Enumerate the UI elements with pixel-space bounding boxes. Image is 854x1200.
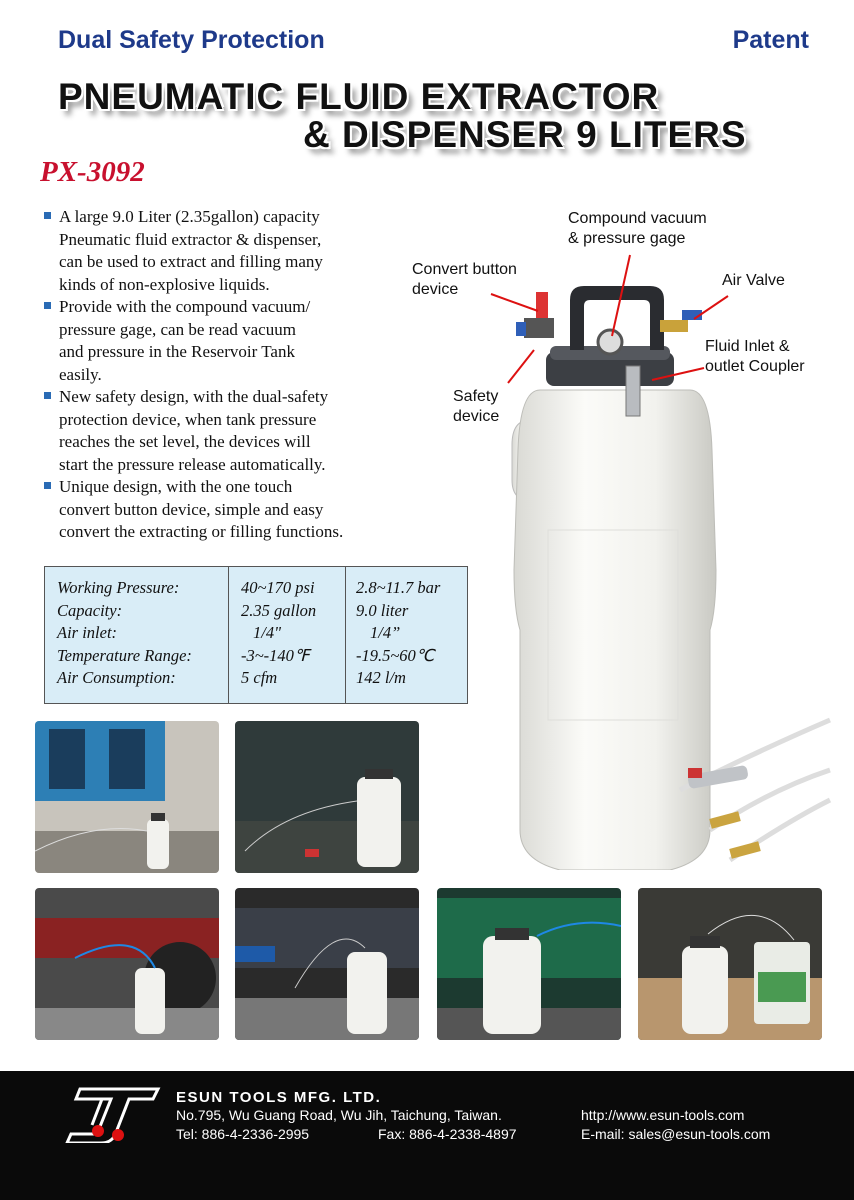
callout-gage: Compound vacuum & pressure gage — [568, 210, 707, 247]
company-website[interactable]: http://www.esun-tools.com — [581, 1107, 745, 1123]
company-email[interactable]: E-mail: sales@esun-tools.com — [581, 1126, 771, 1142]
usage-photo — [437, 888, 621, 1040]
header-dual-safety: Dual Safety Protection — [58, 26, 325, 54]
bullet-icon — [44, 212, 51, 219]
header-patent: Patent — [732, 26, 809, 54]
usage-photo — [35, 721, 219, 873]
company-name: ESUN TOOLS MFG. LTD. — [176, 1089, 382, 1106]
feature-item: New safety design, with the dual-safety protection device, when tank pressure reaches the set level, the devices will start the pressure release automatically. — [44, 386, 414, 476]
bullet-icon — [44, 302, 51, 309]
usage-photo — [235, 721, 419, 873]
company-address: No.795, Wu Guang Road, Wu Jih, Taichung, Taiwan. — [176, 1107, 502, 1123]
spec-divider — [345, 567, 346, 703]
company-tel: Tel: 886-4-2336-2995 — [176, 1126, 310, 1142]
spec-divider — [228, 567, 229, 703]
spec-imperial: 40~170 psi 2.35 gallon 1/4" -3~-140℉ 5 cfm — [241, 578, 317, 687]
company-fax: Fax: 886-4-2338-4897 — [378, 1126, 517, 1142]
callout-safety: Safety device — [453, 388, 500, 425]
feature-item: Unique design, with the one touch convert button device, simple and easy convert the extracting or filling functions. — [44, 476, 414, 544]
spec-table — [44, 566, 468, 704]
usage-photo — [235, 888, 419, 1040]
feature-item: Provide with the compound vacuum/ pressure gage, can be read vacuum and pressure in the Reservoir Tank easily. — [44, 296, 414, 386]
company-logo — [62, 1085, 162, 1143]
spec-metric: 2.8~11.7 bar 9.0 liter 1/4” -19.5~60℃ 142 l/m — [356, 578, 441, 687]
bullet-icon — [44, 392, 51, 399]
product-title-line2: & DISPENSER 9 LITERS — [303, 114, 747, 155]
callout-coupler: Fluid Inlet & outlet Coupler — [705, 338, 805, 375]
spec-labels: Working Pressure: Capacity: Air inlet: Temperature Range: Air Consumption: — [57, 578, 192, 687]
footer — [0, 1071, 854, 1200]
usage-photo — [35, 888, 219, 1040]
bullet-icon — [44, 482, 51, 489]
callout-valve: Air Valve — [722, 272, 785, 289]
feature-list — [44, 206, 414, 544]
model-number: PX-3092 — [40, 156, 145, 188]
feature-item: A large 9.0 Liter (2.35gallon) capacity Pneumatic fluid extractor & dispenser, can be used to extract and filling many kinds of non-explosive liquids. — [44, 206, 414, 296]
usage-photo — [638, 888, 822, 1040]
product-title-line1: PNEUMATIC FLUID EXTRACTOR — [58, 76, 660, 117]
callout-convert: Convert button device — [412, 261, 517, 298]
